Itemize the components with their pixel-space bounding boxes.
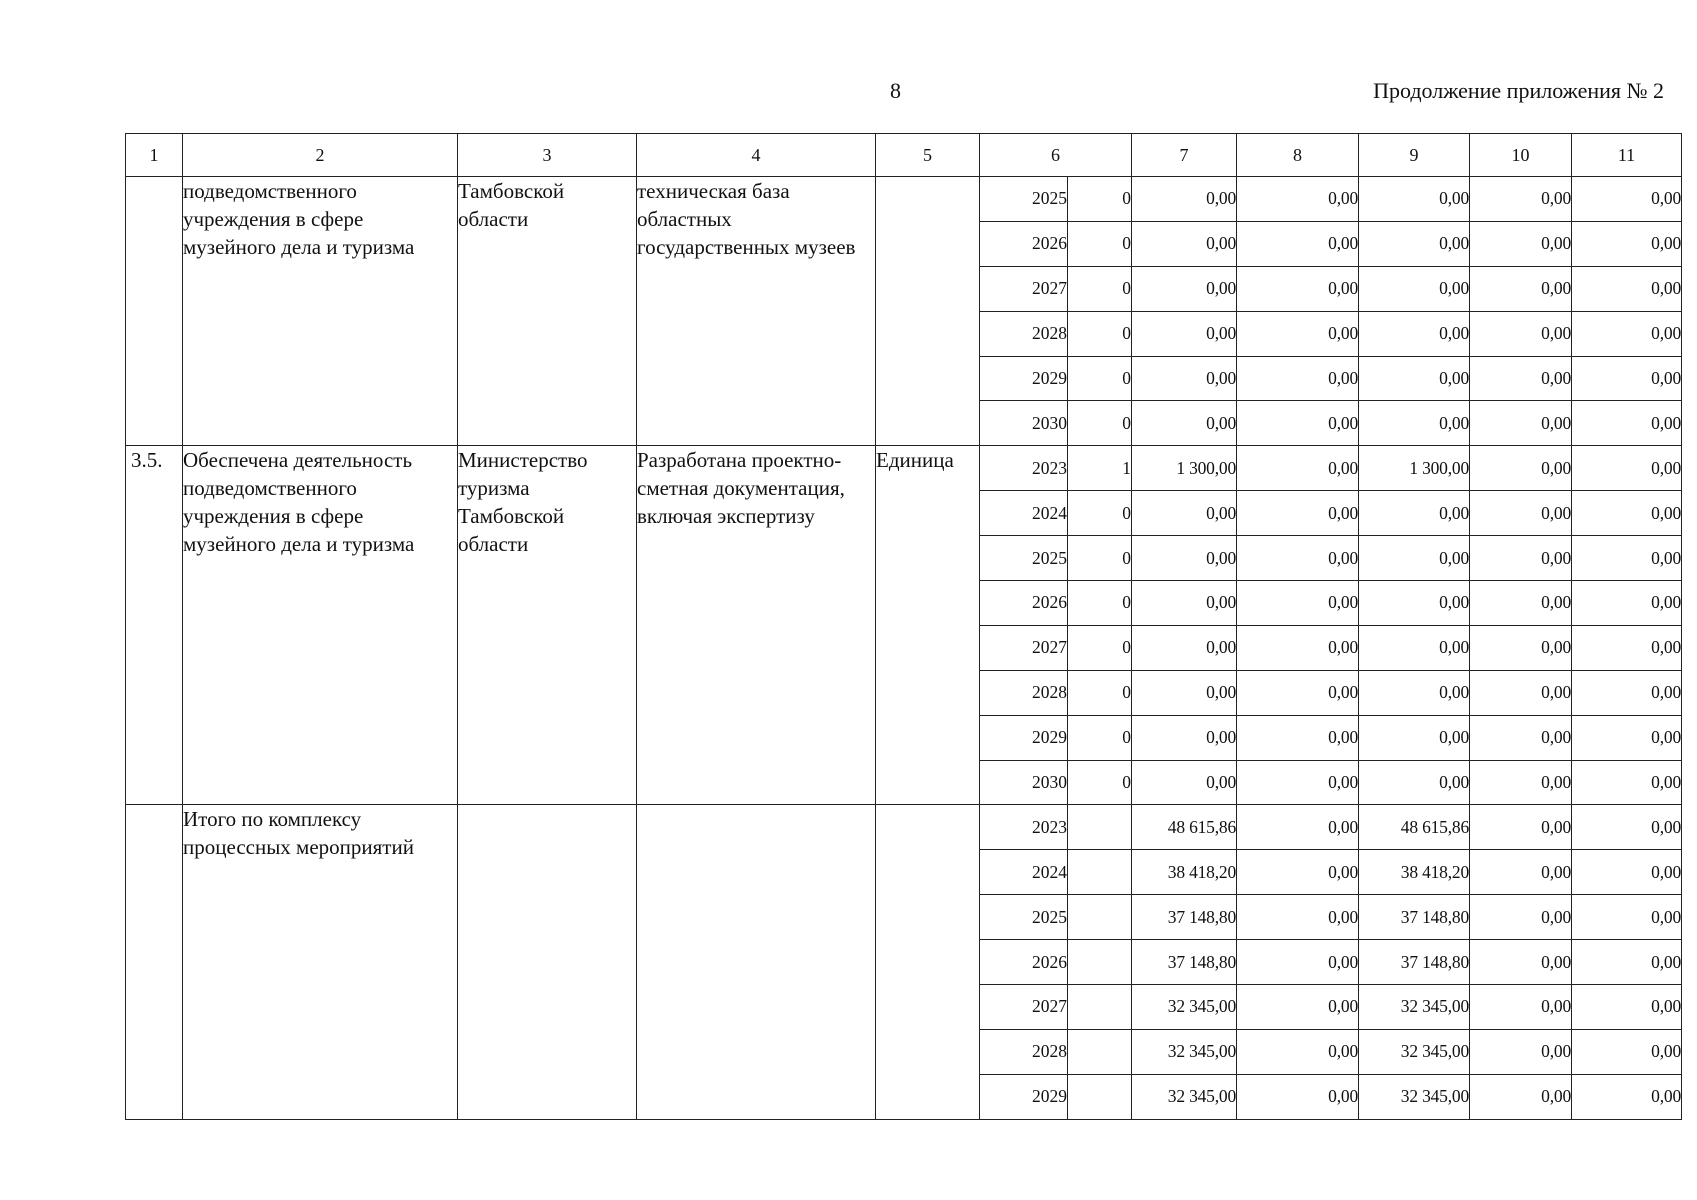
federal-budget-cell: 0,00 xyxy=(1237,446,1359,491)
year-cell: 2023 xyxy=(980,446,1068,491)
local-budget-cell: 0,00 xyxy=(1470,625,1572,670)
regional-budget-cell: 0,00 xyxy=(1359,401,1470,446)
total-amount-cell: 37 148,80 xyxy=(1132,940,1237,985)
federal-budget-cell: 0,00 xyxy=(1237,356,1359,401)
year-cell: 2025 xyxy=(980,177,1068,222)
regional-budget-cell: 0,00 xyxy=(1359,221,1470,266)
total-amount-cell: 48 615,86 xyxy=(1132,805,1237,850)
extrabudgetary-cell: 0,00 xyxy=(1572,581,1682,626)
column-header: 5 xyxy=(876,134,980,177)
result-description: техническая база областных государственных музеев xyxy=(637,179,856,259)
local-budget-cell: 0,00 xyxy=(1470,491,1572,536)
federal-budget-cell: 0,00 xyxy=(1237,221,1359,266)
value-count-cell xyxy=(1068,1074,1132,1119)
federal-budget-cell: 0,00 xyxy=(1237,670,1359,715)
extrabudgetary-cell: 0,00 xyxy=(1572,895,1682,940)
value-count-cell: 0 xyxy=(1068,221,1132,266)
year-cell: 2027 xyxy=(980,266,1068,311)
item-description-cell xyxy=(183,446,458,805)
local-budget-cell: 0,00 xyxy=(1470,311,1572,356)
value-count-cell: 0 xyxy=(1068,536,1132,581)
extrabudgetary-cell: 0,00 xyxy=(1572,356,1682,401)
item-number-cell xyxy=(126,805,183,1119)
year-cell: 2028 xyxy=(980,670,1068,715)
value-count-cell xyxy=(1068,895,1132,940)
extrabudgetary-cell: 0,00 xyxy=(1572,311,1682,356)
unit-cell: Единица xyxy=(876,446,980,805)
extrabudgetary-cell: 0,00 xyxy=(1572,625,1682,670)
local-budget-cell: 0,00 xyxy=(1470,356,1572,401)
value-count-cell: 0 xyxy=(1068,491,1132,536)
year-cell: 2028 xyxy=(980,311,1068,356)
federal-budget-cell: 0,00 xyxy=(1237,940,1359,985)
extrabudgetary-cell: 0,00 xyxy=(1572,985,1682,1030)
local-budget-cell: 0,00 xyxy=(1470,581,1572,626)
table-body xyxy=(126,177,1682,1120)
federal-budget-cell: 0,00 xyxy=(1237,850,1359,895)
total-amount-cell: 0,00 xyxy=(1132,491,1237,536)
federal-budget-cell: 0,00 xyxy=(1237,266,1359,311)
extrabudgetary-cell: 0,00 xyxy=(1572,670,1682,715)
federal-budget-cell: 0,00 xyxy=(1237,985,1359,1030)
table-header-row xyxy=(126,134,1682,177)
regional-budget-cell: 0,00 xyxy=(1359,760,1470,805)
value-count-cell: 0 xyxy=(1068,311,1132,356)
responsible-executor-cell: Тамбовской области xyxy=(458,177,637,446)
extrabudgetary-cell: 0,00 xyxy=(1572,760,1682,805)
year-cell: 2024 xyxy=(980,850,1068,895)
total-amount-cell: 32 345,00 xyxy=(1132,985,1237,1030)
total-amount-cell: 0,00 xyxy=(1132,581,1237,626)
total-amount-cell: 1 300,00 xyxy=(1132,446,1237,491)
local-budget-cell: 0,00 xyxy=(1470,536,1572,581)
result-description: Разработана проектно-сметная документация, включая экспертизу xyxy=(637,448,845,529)
extrabudgetary-cell: 0,00 xyxy=(1572,1029,1682,1074)
extrabudgetary-cell: 0,00 xyxy=(1572,221,1682,266)
year-cell: 2028 xyxy=(980,1029,1068,1074)
total-amount-cell: 37 148,80 xyxy=(1132,895,1237,940)
federal-budget-cell: 0,00 xyxy=(1237,536,1359,581)
appendix-note: Продолжение приложения № 2 xyxy=(1373,78,1664,103)
federal-budget-cell: 0,00 xyxy=(1237,581,1359,626)
unit-cell xyxy=(876,805,980,1119)
result-description-cell xyxy=(637,805,876,1119)
year-cell: 2026 xyxy=(980,940,1068,985)
year-cell: 2026 xyxy=(980,581,1068,626)
value-count-cell: 0 xyxy=(1068,670,1132,715)
column-header: 10 xyxy=(1470,134,1572,177)
regional-budget-cell: 0,00 xyxy=(1359,177,1470,222)
local-budget-cell: 0,00 xyxy=(1470,805,1572,850)
regional-budget-cell: 0,00 xyxy=(1359,491,1470,536)
value-count-cell: 1 xyxy=(1068,446,1132,491)
year-cell: 2024 xyxy=(980,491,1068,536)
local-budget-cell: 0,00 xyxy=(1470,1074,1572,1119)
regional-budget-cell: 0,00 xyxy=(1359,670,1470,715)
federal-budget-cell: 0,00 xyxy=(1237,1029,1359,1074)
item-number-cell xyxy=(126,177,183,446)
regional-budget-cell: 48 615,86 xyxy=(1359,805,1470,850)
column-header: 6 xyxy=(980,134,1132,177)
column-header: 4 xyxy=(637,134,876,177)
total-amount-cell: 0,00 xyxy=(1132,536,1237,581)
extrabudgetary-cell: 0,00 xyxy=(1572,446,1682,491)
budget-table xyxy=(125,133,1682,1120)
regional-budget-cell: 0,00 xyxy=(1359,311,1470,356)
total-amount-cell: 0,00 xyxy=(1132,760,1237,805)
extrabudgetary-cell: 0,00 xyxy=(1572,850,1682,895)
regional-budget-cell: 38 418,20 xyxy=(1359,850,1470,895)
federal-budget-cell: 0,00 xyxy=(1237,715,1359,760)
year-cell: 2023 xyxy=(980,805,1068,850)
year-cell: 2029 xyxy=(980,1074,1068,1119)
extrabudgetary-cell: 0,00 xyxy=(1572,805,1682,850)
year-cell: 2029 xyxy=(980,356,1068,401)
local-budget-cell: 0,00 xyxy=(1470,177,1572,222)
table-row xyxy=(126,177,1682,222)
extrabudgetary-cell: 0,00 xyxy=(1572,266,1682,311)
federal-budget-cell: 0,00 xyxy=(1237,177,1359,222)
value-count-cell: 0 xyxy=(1068,177,1132,222)
federal-budget-cell: 0,00 xyxy=(1237,625,1359,670)
total-amount-cell: 0,00 xyxy=(1132,401,1237,446)
regional-budget-cell: 32 345,00 xyxy=(1359,1029,1470,1074)
total-amount-cell: 0,00 xyxy=(1132,311,1237,356)
regional-budget-cell: 32 345,00 xyxy=(1359,1074,1470,1119)
total-amount-cell: 0,00 xyxy=(1132,625,1237,670)
extrabudgetary-cell: 0,00 xyxy=(1572,401,1682,446)
value-count-cell xyxy=(1068,850,1132,895)
result-description-cell xyxy=(637,177,876,446)
value-count-cell: 0 xyxy=(1068,625,1132,670)
year-cell: 2025 xyxy=(980,895,1068,940)
value-count-cell xyxy=(1068,985,1132,1030)
local-budget-cell: 0,00 xyxy=(1470,401,1572,446)
local-budget-cell: 0,00 xyxy=(1470,850,1572,895)
total-amount-cell: 0,00 xyxy=(1132,356,1237,401)
total-amount-cell: 0,00 xyxy=(1132,221,1237,266)
year-cell: 2026 xyxy=(980,221,1068,266)
federal-budget-cell: 0,00 xyxy=(1237,491,1359,536)
item-description: Итого по комплексу процессных мероприятий xyxy=(183,807,414,860)
local-budget-cell: 0,00 xyxy=(1470,266,1572,311)
regional-budget-cell: 0,00 xyxy=(1359,715,1470,760)
value-count-cell: 0 xyxy=(1068,401,1132,446)
total-amount-cell: 0,00 xyxy=(1132,715,1237,760)
local-budget-cell: 0,00 xyxy=(1470,895,1572,940)
result-description-cell xyxy=(637,446,876,805)
value-count-cell xyxy=(1068,940,1132,985)
regional-budget-cell: 0,00 xyxy=(1359,581,1470,626)
total-amount-cell: 32 345,00 xyxy=(1132,1074,1237,1119)
value-count-cell: 0 xyxy=(1068,760,1132,805)
total-amount-cell: 38 418,20 xyxy=(1132,850,1237,895)
federal-budget-cell: 0,00 xyxy=(1237,895,1359,940)
year-cell: 2025 xyxy=(980,536,1068,581)
extrabudgetary-cell: 0,00 xyxy=(1572,491,1682,536)
table-row xyxy=(126,446,1682,491)
total-amount-cell: 0,00 xyxy=(1132,177,1237,222)
value-count-cell: 0 xyxy=(1068,581,1132,626)
local-budget-cell: 0,00 xyxy=(1470,985,1572,1030)
column-header: 2 xyxy=(183,134,458,177)
responsible-executor-cell: Министерство туризма Тамбовской области xyxy=(458,446,637,805)
federal-budget-cell: 0,00 xyxy=(1237,311,1359,356)
year-cell: 2029 xyxy=(980,715,1068,760)
regional-budget-cell: 32 345,00 xyxy=(1359,985,1470,1030)
local-budget-cell: 0,00 xyxy=(1470,670,1572,715)
page-number: 8 xyxy=(890,78,901,103)
federal-budget-cell: 0,00 xyxy=(1237,1074,1359,1119)
regional-budget-cell: 37 148,80 xyxy=(1359,895,1470,940)
local-budget-cell: 0,00 xyxy=(1470,221,1572,266)
column-header: 8 xyxy=(1237,134,1359,177)
regional-budget-cell: 0,00 xyxy=(1359,356,1470,401)
responsible-executor-cell xyxy=(458,805,637,1119)
regional-budget-cell: 0,00 xyxy=(1359,536,1470,581)
column-header: 7 xyxy=(1132,134,1237,177)
column-header: 3 xyxy=(458,134,637,177)
extrabudgetary-cell: 0,00 xyxy=(1572,536,1682,581)
value-count-cell: 0 xyxy=(1068,715,1132,760)
local-budget-cell: 0,00 xyxy=(1470,940,1572,985)
total-amount-cell: 32 345,00 xyxy=(1132,1029,1237,1074)
total-amount-cell: 0,00 xyxy=(1132,670,1237,715)
extrabudgetary-cell: 0,00 xyxy=(1572,715,1682,760)
year-cell: 2027 xyxy=(980,625,1068,670)
regional-budget-cell: 37 148,80 xyxy=(1359,940,1470,985)
federal-budget-cell: 0,00 xyxy=(1237,401,1359,446)
unit-cell xyxy=(876,177,980,446)
column-header: 11 xyxy=(1572,134,1682,177)
value-count-cell: 0 xyxy=(1068,266,1132,311)
item-description: подведомственного учреждения в сфере музейного дела и туризма xyxy=(183,179,415,259)
total-amount-cell: 0,00 xyxy=(1132,266,1237,311)
federal-budget-cell: 0,00 xyxy=(1237,805,1359,850)
value-count-cell: 0 xyxy=(1068,356,1132,401)
year-cell: 2030 xyxy=(980,401,1068,446)
local-budget-cell: 0,00 xyxy=(1470,715,1572,760)
local-budget-cell: 0,00 xyxy=(1470,760,1572,805)
table-row xyxy=(126,805,1682,850)
item-number-cell: 3.5. xyxy=(126,446,183,805)
item-description-cell xyxy=(183,177,458,446)
year-cell: 2030 xyxy=(980,760,1068,805)
extrabudgetary-cell: 0,00 xyxy=(1572,177,1682,222)
value-count-cell xyxy=(1068,805,1132,850)
extrabudgetary-cell: 0,00 xyxy=(1572,940,1682,985)
value-count-cell xyxy=(1068,1029,1132,1074)
year-cell: 2027 xyxy=(980,985,1068,1030)
column-header: 1 xyxy=(126,134,183,177)
local-budget-cell: 0,00 xyxy=(1470,1029,1572,1074)
regional-budget-cell: 0,00 xyxy=(1359,266,1470,311)
column-header: 9 xyxy=(1359,134,1470,177)
item-description-cell xyxy=(183,805,458,1119)
regional-budget-cell: 0,00 xyxy=(1359,625,1470,670)
regional-budget-cell: 1 300,00 xyxy=(1359,446,1470,491)
extrabudgetary-cell: 0,00 xyxy=(1572,1074,1682,1119)
local-budget-cell: 0,00 xyxy=(1470,446,1572,491)
item-description: Обеспечена деятельность подведомственного учреждения в сфере музейного дела и туризма xyxy=(183,448,415,557)
federal-budget-cell: 0,00 xyxy=(1237,760,1359,805)
